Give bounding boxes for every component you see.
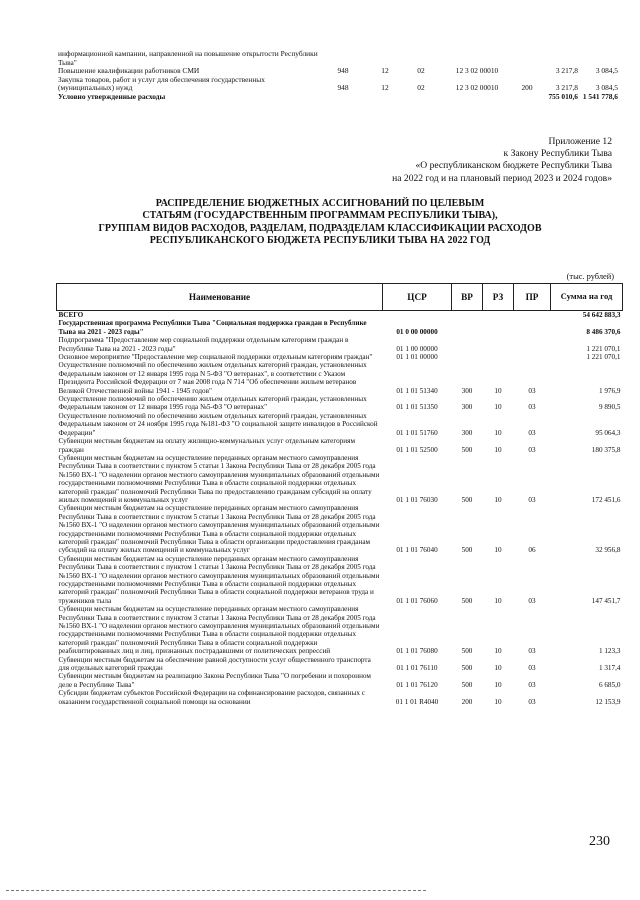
cell-s2: 3 084,5 [595,83,618,93]
cell-csr: 01 1 01 00000 [396,353,438,362]
cell-csr [438,93,516,102]
cell-name: Субвенции местным бюджетам на осуществление переданных органам местного самоуправления Республики Тыва в соответствии с пунктом 5 статьи 1 Закона Республики Тыва от 28 декабря 2005 года №1560 ВХ-1 "О наделении органов местного самоуправления муниципальных образований отдельными государственными полномочиями Республики Тыва в области социальной поддержки отдельных категорий граждан" полномочий Республики Тыва по предоставлению гражданам субсидий на оплату жилых помещений и коммунальных услуг [58,453,380,504]
cell-s1: 3 217,8 [555,83,578,93]
cell-pr: 03 [528,596,536,605]
cell-name: Субсидии бюджетам субъектов Российской Федерации на софинансирование расходов, связанных с оказанием государственной социальной помощи на основании [58,689,365,706]
cell-vr: 300 [461,403,473,412]
cell-rz: 12 [381,83,389,93]
footer-divider [6,890,426,891]
cell-vr: 500 [461,445,473,454]
cell-rz: 10 [494,596,502,605]
table-row [57,336,623,353]
cell-pr [514,336,551,353]
table-row [57,437,623,454]
cell-vr [452,336,483,353]
cell-sum: 180 375,8 [591,445,621,454]
appendix-period: на 2022 год и на плановый период 2023 и 2024 годов» [392,172,612,184]
cell-pr [514,319,551,336]
cell-pr [404,50,438,67]
cell-sum: 32 956,8 [595,546,621,555]
cell-vr [516,93,538,102]
previous-table-continuation [58,50,618,102]
cell-name: Субвенции местным бюджетам на оплату жилищно-коммунальных услуг отдельным категориям граждан [58,437,355,454]
cell-gr: 948 [337,66,349,76]
cell-s2 [578,50,618,67]
cell-csr: 01 1 01 76110 [396,664,438,673]
cell-sum: 1 123,3 [598,647,621,656]
cell-rz: 12 [381,66,389,76]
cell-vr: 200 [521,83,533,93]
cell-pr: 03 [528,697,536,706]
cell-csr: 01 1 01 76040 [396,546,438,555]
cell-sum: 1 221 070,1 [586,353,621,362]
cell-vr [452,353,483,361]
cell-name: Осуществление полномочий по обеспечению жильем отдельных категорий граждан, установленных Федеральным законом от 12 января 1995 года №5-ФЗ "О ветеранах" [58,395,367,412]
table-row [58,76,618,93]
cell-vr: 500 [461,647,473,656]
header-rz: РЗ [483,284,514,311]
header-name: Наименование [57,284,383,311]
cell-rz: 10 [494,445,502,454]
table-row [57,353,623,361]
cell-gr: 948 [337,83,349,93]
cell-pr [514,311,551,320]
cell-vr [452,311,483,320]
table-row [58,93,618,102]
header-pr: ПР [514,284,551,311]
cell-rz [366,50,404,67]
appendix-header [392,136,612,185]
cell-gr [320,93,366,102]
title-line: РАСПРЕДЕЛЕНИЕ БЮДЖЕТНЫХ АССИГНОВАНИЙ ПО ЦЕЛЕВЫМ [155,198,485,209]
cell-s2: 3 084,5 [595,66,618,76]
cell-csr: 01 1 01 76060 [396,596,438,605]
cell-csr: 01 1 01 76030 [396,495,438,504]
cell-rz: 10 [494,495,502,504]
cell-s1: 3 217,8 [555,66,578,76]
cell-csr [438,50,516,67]
cell-rz [483,319,514,336]
document-title [40,198,600,248]
cell-pr: 03 [528,664,536,673]
allocation-table [56,283,623,706]
cell-vr [516,67,538,76]
cell-vr: 500 [461,596,473,605]
cell-rz: 10 [494,680,502,689]
cell-pr: 03 [528,680,536,689]
cell-sum: 172 451,6 [591,495,621,504]
cell-csr: 01 1 01 51340 [396,386,438,395]
cell-vr [452,319,483,336]
cell-name: Осуществление полномочий по обеспечению жильем отдельных категорий граждан, установленных Федеральным законом от 12 января 1995 года N 5-ФЗ "О ветеранах", в соответствии с Указом Президента Российской Федерации от 7 мая 2008 года N 714 "Об обеспечении жильем ветеранов Великой Отечественной войны 1941 - 1945 годов" [58,361,367,395]
cell-pr: 02 [417,66,425,76]
cell-sum: 6 685,0 [598,680,621,689]
table-row [57,605,623,655]
cell-rz: 10 [494,647,502,656]
cell-csr: 12 3 02 00010 [455,66,499,76]
cell-vr: 200 [461,697,473,706]
cell-rz: 10 [494,664,502,673]
table-row [57,555,623,605]
cell-csr: 12 3 02 00010 [455,83,499,93]
cell-vr: 300 [461,428,473,437]
table-row [57,656,623,673]
cell-csr: 01 1 01 52500 [396,445,438,454]
cell-rz: 10 [494,697,502,706]
appendix-number: Приложение 12 [548,136,612,147]
cell-vr: 500 [461,680,473,689]
cell-csr: 01 0 00 00000 [396,327,438,336]
cell-sum: 8 486 370,6 [586,327,621,336]
cell-sum: 95 064,3 [595,428,621,437]
cell-vr: 500 [461,546,473,555]
table-header-row [57,284,623,311]
table-row [57,672,623,689]
cell-rz: 10 [494,546,502,555]
cell-pr: 03 [528,445,536,454]
cell-pr: 03 [528,495,536,504]
page-number: 230 [589,834,610,849]
cell-rz: 10 [494,428,502,437]
appendix-law-title: «О республиканском бюджете Республики Тыва [415,160,612,172]
cell-vr: 500 [461,495,473,504]
cell-s2: 1 541 778,6 [582,91,618,101]
unit-label: (тыс. рублей) [566,272,614,281]
cell-name: Субвенции местным бюджетам на осуществление переданных органам местного самоуправления Республики Тыва в соответствии с пунктом 5 статьи 1 Закона Республики Тыва от 28 декабря 2005 года №1560 ВХ-1 "О наделении органов местного самоуправления муниципальных образований отдельными государственными полномочиями Республики Тыва в области социальной поддержки отдельных категорий граждан" полномочий Республики Тыва в области организации предоставления гражданам субсидий на оплату жилых помещений и коммунальных услуг [58,504,380,555]
title-line: РЕСПУБЛИКАНСКОГО БЮДЖЕТА РЕСПУБЛИКИ ТЫВА НА 2022 ГОД [149,235,491,247]
cell-sum: 1 221 070,1 [586,344,621,353]
table-row [57,361,623,395]
cell-name: информационной кампании, направленной на повышение открытости Республики Тыва" [58,49,318,67]
cell-csr: 01 1 01 76080 [396,647,438,656]
cell-vr: 300 [461,386,473,395]
cell-pr: 03 [528,386,536,395]
table-row [57,689,623,706]
cell-name: Повышение квалификации работников СМИ [58,66,200,76]
cell-name: Закупка товаров, работ и услуг для обеспечения государственных (муниципальных) нужд [58,74,265,93]
cell-csr: 01 1 01 51760 [396,428,438,437]
cell-name: Субвенции местным бюджетам на обеспечение равной доступности услуг общественного транспорта для отдельных категорий граждан [58,655,371,673]
cell-gr [320,50,366,67]
table-row [57,412,623,437]
cell-pr: 06 [528,546,536,555]
cell-name: Подпрограмма "Предоставление мер социальной поддержки отдельным категориям граждан в Республике Тыва на 2021 - 2023 годы" [58,336,349,353]
cell-rz [483,336,514,353]
table-row [57,311,623,320]
cell-name: Основное мероприятие "Предоставление мер социальной поддержки отдельным категориям граждан" [58,353,373,362]
cell-s1: 755 010,6 [548,91,578,101]
title-line: СТАТЬЯМ (ГОСУДАРСТВЕННЫМ ПРОГРАММАМ РЕСПУБЛИКИ ТЫВА), [142,210,498,222]
table-row [57,319,623,336]
cell-pr [404,93,438,102]
cell-csr: 01 1 01 51350 [396,403,438,412]
cell-name: ВСЕГО [58,311,84,319]
cell-name: Субвенции местным бюджетам на реализацию Закона Республики Тыва "О погребении и похоронном деле в Республике Тыва" [58,672,371,689]
cell-csr: 01 1 01 76120 [396,680,438,689]
cell-vr: 500 [461,664,473,673]
cell-csr: 01 1 01 R4040 [395,697,439,706]
cell-name: Условно утвержденные расходы [58,91,166,101]
cell-rz: 10 [494,403,502,412]
cell-sum: 147 451,7 [591,596,621,605]
cell-pr [514,353,551,361]
cell-csr: 01 1 00 00000 [396,344,438,353]
cell-rz [366,93,404,102]
header-sum: Сумма на год [551,284,623,311]
cell-sum: 9 890,5 [598,403,621,412]
cell-rz [483,353,514,361]
cell-name: Субвенции местным бюджетам на осуществление переданных органам местного самоуправления Республики Тыва в соответствии с пунктом 3 статьи 1 Закона Республики Тыва от 28 декабря 2005 года №1560 ВХ-1 "О наделении органов местного самоуправления муниципальных образований отдельными государственными полномочиями Республики Тыва в области социальной поддержки отдельных категорий граждан" полномочий Республики Тыва в области социальной поддержки реабилитированных лиц и лиц, признанных пострадавшими от политических репрессий [58,605,380,656]
cell-rz [483,311,514,320]
cell-pr: 03 [528,403,536,412]
title-line: ГРУППАМ ВИДОВ РАСХОДОВ, РАЗДЕЛАМ, ПОДРАЗДЕЛАМ КЛАССИФИКАЦИИ РАСХОДОВ [98,222,542,234]
cell-name: Государственная программа Республики Тыва "Социальная поддержка граждан в Республике Тыва на 2021 - 2023 годы" [58,319,367,336]
cell-s1 [538,50,578,67]
cell-pr: 03 [528,647,536,656]
appendix-law: к Закону Республики Тыва [503,148,612,160]
cell-name: Осуществление полномочий по обеспечению жильем отдельных категорий граждан, установленных Федеральным законом от 24 ноября 1995 года №181-ФЗ "О социальной защите инвалидов в Российской Федерации" [58,411,378,437]
cell-sum: 1 317,4 [598,664,621,673]
cell-csr [383,311,452,320]
cell-name: Субвенции местным бюджетам на осуществление переданных органам местного самоуправления Республики Тыва в соответствии с пунктом 1 статьи 1 Закона Республики Тыва от 28 декабря 2005 года №1560 ВХ-1 "О наделении органов местного самоуправления муниципальных образований отдельными государственными полномочиями Республики Тыва в области социальной поддержки отдельных категорий граждан" полномочий Республики Тыва в области социальной поддержки ветеранов труда и тружеников тыла [58,554,380,605]
cell-pr: 03 [528,428,536,437]
table-row [58,50,618,67]
cell-vr [516,50,538,67]
table-row [57,454,623,504]
header-csr: ЦСР [383,284,452,311]
cell-sum: 54 642 883,3 [582,311,621,319]
cell-rz: 10 [494,386,502,395]
cell-sum: 12 153,9 [595,697,621,706]
cell-pr: 02 [417,83,425,93]
header-vr: ВР [452,284,483,311]
cell-sum: 1 976,9 [598,386,621,395]
table-row [57,504,623,554]
table-row [57,395,623,412]
